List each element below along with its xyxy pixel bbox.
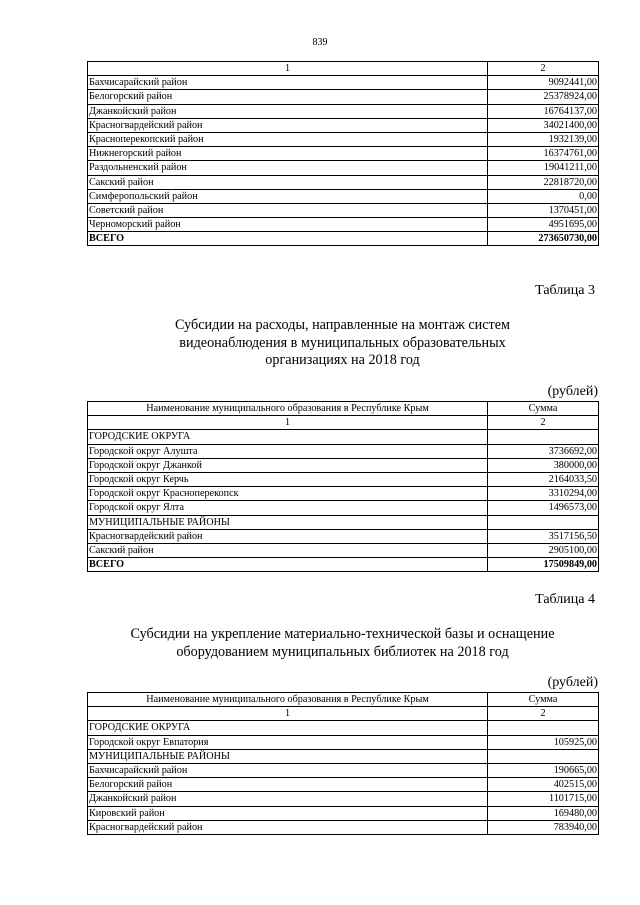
table-row (88, 444, 599, 458)
table-4-units: (рублей) (547, 675, 598, 690)
table-row (88, 778, 599, 792)
table-4-label: Таблица 4 (535, 592, 595, 607)
district-name: Городской округ Джанкой (88, 458, 488, 472)
district-name: Белогорский район (88, 778, 488, 792)
table-4-title-line: Субсидии на укрепление материально-технической базы и оснащение (130, 626, 555, 642)
table-row (88, 501, 599, 515)
column-number-row (88, 707, 599, 721)
amount: 783940,00 (488, 820, 599, 834)
district-name: Сакский район (88, 175, 488, 189)
total-amount: 17509849,00 (488, 558, 599, 572)
district-name: Городской округ Керчь (88, 472, 488, 486)
table-row (88, 203, 599, 217)
section-row (88, 430, 599, 444)
district-name: Городской округ Алушта (88, 444, 488, 458)
amount: 3736692,00 (488, 444, 599, 458)
table-row (88, 161, 599, 175)
table-row (88, 147, 599, 161)
table-3-label: Таблица 3 (535, 283, 595, 298)
section-row (88, 749, 599, 763)
table-row (88, 543, 599, 557)
table-row (88, 472, 599, 486)
table-4 (87, 692, 599, 835)
table-row (88, 487, 599, 501)
district-name: Кировский район (88, 806, 488, 820)
column-number-1: 1 (88, 416, 488, 430)
district-name: Красноперекопский район (88, 132, 488, 146)
total-row (88, 558, 599, 572)
table-3-title (87, 317, 598, 370)
district-name: Бахчисарайский район (88, 763, 488, 777)
amount: 0,00 (488, 189, 599, 203)
table-row (88, 529, 599, 543)
table-continued (87, 61, 599, 246)
district-name: Нижнегорский район (88, 147, 488, 161)
district-name: Бахчисарайский район (88, 76, 488, 90)
table-row (88, 735, 599, 749)
table-row (88, 76, 599, 90)
table-row (88, 763, 599, 777)
table-row (88, 104, 599, 118)
district-name: Красногвардейский район (88, 118, 488, 132)
amount: 4951695,00 (488, 218, 599, 232)
column-number-row (88, 62, 599, 76)
column-number-1: 1 (88, 707, 488, 721)
amount: 1932139,00 (488, 132, 599, 146)
amount: 16764137,00 (488, 104, 599, 118)
table-row (88, 175, 599, 189)
section-heading: ГОРОДСКИЕ ОКРУГА (88, 430, 488, 444)
amount: 9092441,00 (488, 76, 599, 90)
column-header-name: Наименование муниципального образования в Республике Крым (88, 402, 488, 416)
district-name: Раздольненский район (88, 161, 488, 175)
column-number-2: 2 (488, 416, 599, 430)
district-name: Городской округ Евпатория (88, 735, 488, 749)
section-empty-cell (488, 721, 599, 735)
amount: 380000,00 (488, 458, 599, 472)
table-3 (87, 401, 599, 572)
column-header-amount: Сумма (488, 693, 599, 707)
amount: 105925,00 (488, 735, 599, 749)
total-label: ВСЕГО (88, 232, 488, 246)
section-heading: МУНИЦИПАЛЬНЫЕ РАЙОНЫ (88, 749, 488, 763)
amount: 402515,00 (488, 778, 599, 792)
district-name: Красногвардейский район (88, 529, 488, 543)
table-3-title-line: видеонаблюдения в муниципальных образовательных (179, 334, 506, 351)
total-label: ВСЕГО (88, 558, 488, 572)
header-row (88, 402, 599, 416)
table-row (88, 458, 599, 472)
district-name: Советский район (88, 203, 488, 217)
table-row (88, 90, 599, 104)
amount: 1370451,00 (488, 203, 599, 217)
amount: 190665,00 (488, 763, 599, 777)
section-row (88, 721, 599, 735)
amount: 2905100,00 (488, 543, 599, 557)
total-row (88, 232, 599, 246)
district-name: Городской округ Ялта (88, 501, 488, 515)
section-row (88, 515, 599, 529)
district-name: Красногвардейский район (88, 820, 488, 834)
district-name: Черноморский район (88, 218, 488, 232)
total-amount: 273650730,00 (488, 232, 599, 246)
amount: 1496573,00 (488, 501, 599, 515)
table-3-title-line: Субсидии на расходы, направленные на монтаж систем (174, 317, 510, 333)
amount: 169480,00 (488, 806, 599, 820)
amount: 1101715,00 (488, 792, 599, 806)
amount: 3517156,50 (488, 529, 599, 543)
district-name: Белогорский район (88, 90, 488, 104)
column-number-2: 2 (488, 62, 599, 76)
amount: 19041211,00 (488, 161, 599, 175)
section-empty-cell (488, 749, 599, 763)
section-heading: ГОРОДСКИЕ ОКРУГА (88, 721, 488, 735)
district-name: Джанкойский район (88, 104, 488, 118)
column-header-name: Наименование муниципального образования в Республике Крым (88, 693, 488, 707)
section-heading: МУНИЦИПАЛЬНЫЕ РАЙОНЫ (88, 515, 488, 529)
column-number-1: 1 (88, 62, 488, 76)
amount: 34021400,00 (488, 118, 599, 132)
column-number-2: 2 (488, 707, 599, 721)
column-number-row (88, 416, 599, 430)
table-4-title (87, 626, 598, 661)
column-header-amount: Сумма (488, 402, 599, 416)
section-empty-cell (488, 430, 599, 444)
table-row (88, 792, 599, 806)
table-row (88, 189, 599, 203)
district-name: Сакский район (88, 543, 488, 557)
table-row (88, 218, 599, 232)
table-row (88, 820, 599, 834)
district-name: Симферопольский район (88, 189, 488, 203)
page-number: 839 (312, 37, 328, 48)
header-row (88, 693, 599, 707)
district-name: Джанкойский район (88, 792, 488, 806)
table-3-units: (рублей) (547, 384, 598, 399)
amount: 22818720,00 (488, 175, 599, 189)
amount: 3310294,00 (488, 487, 599, 501)
section-empty-cell (488, 515, 599, 529)
table-row (88, 132, 599, 146)
district-name: Городской округ Красноперекопск (88, 487, 488, 501)
amount: 25378924,00 (488, 90, 599, 104)
amount: 2164033,50 (488, 472, 599, 486)
table-4-title-line: оборудованием муниципальных библиотек на 2018 год (176, 643, 509, 660)
amount: 16374761,00 (488, 147, 599, 161)
table-3-title-line: организациях на 2018 год (265, 352, 420, 368)
table-row (88, 806, 599, 820)
table-row (88, 118, 599, 132)
